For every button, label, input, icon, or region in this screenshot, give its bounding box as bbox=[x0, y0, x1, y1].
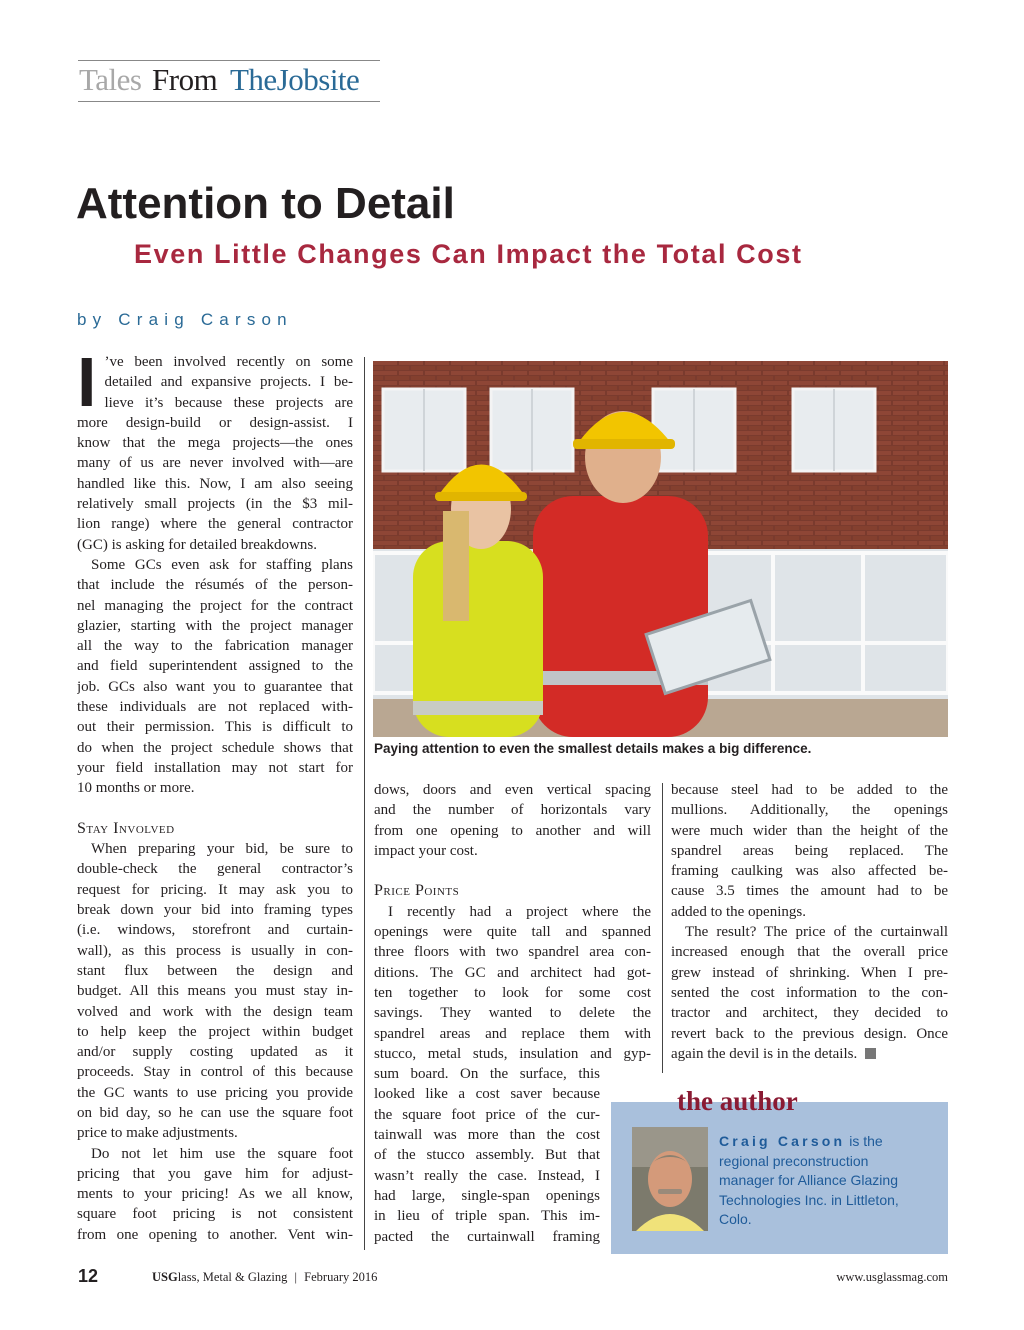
column-2-top bbox=[374, 780, 651, 861]
text-line: 10 months or more. bbox=[77, 780, 195, 797]
text-line: spandrel areas being replaced. The bbox=[671, 842, 948, 859]
article-photo bbox=[373, 361, 948, 737]
column-2 bbox=[374, 780, 651, 1247]
author-photo bbox=[632, 1127, 708, 1231]
text-line: the GC wants to use pricing you provide bbox=[77, 1084, 353, 1101]
text-line: and the number of horizontals vary bbox=[374, 802, 651, 819]
text-line: grew instead of shrinking. When I pre- bbox=[671, 964, 948, 981]
text-line: ten together to look for some cost bbox=[374, 984, 651, 1001]
text-line: job. GCs also want you to guarantee that bbox=[77, 678, 353, 695]
text-line: many of us are never involved with—are bbox=[77, 455, 353, 472]
text-line: When preparing your bid, be sure to bbox=[91, 841, 353, 858]
text-line: do when the project schedule shows that bbox=[77, 739, 353, 756]
text-line: break down your bid into framing types bbox=[77, 902, 353, 919]
text-line: on bid day, so he can use the square foot bbox=[77, 1104, 353, 1121]
text-line: that include the résumés of the person- bbox=[77, 577, 353, 594]
author-name: Craig Carson bbox=[719, 1133, 846, 1149]
masthead bbox=[78, 60, 380, 102]
text-line: wasn’t really the case. Instead, I bbox=[374, 1167, 600, 1184]
footer-date: February 2016 bbox=[304, 1270, 378, 1284]
text-line: these individuals are not replaced with- bbox=[77, 699, 353, 716]
text-line: sented the cost information to the con- bbox=[671, 984, 948, 1001]
text-line: to help keep the project within budget bbox=[77, 1023, 353, 1040]
text-line: and/or supply costing updated as it bbox=[77, 1044, 353, 1061]
text-line: budget. All this means you must stay in- bbox=[77, 983, 353, 1000]
author-bio-line-0: is the bbox=[845, 1133, 883, 1149]
subhead-stay-involved: Stay Involved bbox=[77, 819, 175, 837]
text-line: tractor and architect, they decided to bbox=[671, 1005, 948, 1022]
text-line: of the stucco assembly. But that bbox=[374, 1147, 600, 1164]
text-line: and field superintendent assigned to the bbox=[77, 658, 353, 675]
text-line: savings. They wanted to delete the bbox=[374, 1005, 651, 1022]
footer-separator: | bbox=[294, 1270, 298, 1284]
text-line: looked like a cost saver because bbox=[374, 1086, 600, 1103]
text-line: square foot pricing is not consistent bbox=[77, 1206, 353, 1223]
column-1-body bbox=[77, 839, 353, 1245]
text-line: ’ve been involved recently on some bbox=[104, 354, 353, 370]
text-line: pacted the curtainwall framing bbox=[374, 1228, 600, 1245]
footer-url: www.usglassmag.com bbox=[836, 1270, 948, 1284]
text-line: pricing that you gave him for adjust- bbox=[77, 1165, 353, 1182]
text-line: stant flux between the design and bbox=[77, 962, 353, 979]
column-rule-1 bbox=[364, 357, 365, 1250]
byline: by Craig Carson bbox=[77, 310, 293, 329]
author-bio bbox=[719, 1132, 941, 1230]
text-line: again the devil is in the details. bbox=[671, 1044, 948, 1064]
author-bio-line-1: regional preconstruction bbox=[719, 1152, 869, 1169]
text-line: because steel had to be added to the bbox=[671, 782, 948, 798]
text-line: The result? The price of the curtainwall bbox=[685, 924, 948, 941]
text-line: openings were quite tall and spanned bbox=[374, 924, 651, 941]
column-rule-2 bbox=[662, 783, 663, 1073]
text-line: price to make adjustments. bbox=[77, 1125, 238, 1142]
text-line: tainwall was more than the cost bbox=[374, 1127, 600, 1144]
text-line: in lieu of triple span. This im- bbox=[374, 1208, 600, 1225]
column-2-body bbox=[374, 902, 651, 1247]
text-line: nel managing the project for the contract bbox=[77, 597, 353, 614]
column-1-intro bbox=[77, 343, 353, 799]
text-line: spandrel areas and replace them with bbox=[374, 1025, 651, 1042]
text-line: handled like this. Now, I am also seeing bbox=[77, 475, 353, 492]
text-line: request for pricing. It may ask you to bbox=[77, 881, 353, 898]
text-line: revert back to the previous design. Once bbox=[671, 1025, 948, 1042]
text-line: impact your cost. bbox=[374, 842, 478, 859]
footer-pub-rest: lass, Metal & Glazing bbox=[177, 1270, 288, 1284]
text-line: from one opening to another and will bbox=[374, 822, 651, 839]
text-line: sum board. On the surface, this bbox=[374, 1066, 600, 1083]
column-3-body bbox=[671, 780, 948, 1064]
text-line: relatively small projects (in the $3 mil- bbox=[77, 496, 353, 513]
article-subhead: Even Little Changes Can Impact the Total Cost bbox=[134, 239, 803, 269]
text-line: out their permission. This is difficult to bbox=[77, 719, 353, 736]
text-line: increased enough that the overall price bbox=[671, 944, 948, 961]
text-line: the square foot price of the cur- bbox=[374, 1106, 600, 1123]
text-line: from one opening to another. Vent win- bbox=[77, 1226, 353, 1243]
masthead-thejobsite: TheJobsite bbox=[230, 62, 360, 97]
text-line: lion range) where the general contractor bbox=[77, 516, 353, 533]
text-line: three floors with two spandrel area con- bbox=[374, 944, 651, 961]
text-line: your field installation may not start for bbox=[77, 759, 353, 776]
column-1 bbox=[77, 343, 353, 1245]
text-line: dows, doors and even vertical spacing bbox=[374, 782, 651, 798]
text-line: I recently had a project where the bbox=[388, 903, 651, 920]
text-line: Some GCs even ask for staffing plans bbox=[91, 556, 353, 573]
text-line: know that the mega projects—the ones bbox=[77, 435, 353, 452]
text-line: ditions. The GC and architect had got- bbox=[374, 964, 651, 981]
text-line: (i.e. windows, storefront and curtain- bbox=[77, 922, 353, 939]
text-line: (GC) is asking for detailed breakdowns. bbox=[77, 536, 317, 553]
text-line: more design-build or design-assist. I bbox=[77, 414, 353, 431]
footer-publication bbox=[152, 1268, 377, 1286]
masthead-tales: Tales bbox=[79, 62, 142, 97]
footer-pub-brand: USG bbox=[152, 1270, 178, 1284]
text-line: Do not let him use the square foot bbox=[91, 1145, 353, 1162]
drop-cap: I bbox=[77, 343, 97, 421]
text-line: added to the openings. bbox=[671, 903, 806, 920]
text-line: mullions. Additionally, the openings bbox=[671, 802, 948, 819]
page-number: 12 bbox=[78, 1266, 99, 1286]
text-line: wall), as this process is usually in con- bbox=[77, 942, 353, 959]
subhead-price-points: Price Points bbox=[374, 882, 460, 900]
text-line: detailed and expansive projects. I be- bbox=[104, 374, 353, 391]
text-line: were much wider than the height of the bbox=[671, 822, 948, 839]
text-line: proceeds. Stay in control of this because bbox=[77, 1064, 353, 1081]
author-bio-line-4: Colo. bbox=[719, 1211, 752, 1227]
article-headline: Attention to Detail bbox=[76, 179, 455, 228]
text-line: cause 3.5 times the amount had to be bbox=[671, 883, 948, 900]
text-line: double-check the general contractor’s bbox=[77, 861, 353, 878]
column-3 bbox=[671, 780, 948, 1064]
text-line: framing caulking was also affected be- bbox=[671, 863, 948, 880]
author-bio-line-3: Technologies Inc. in Littleton, bbox=[719, 1191, 899, 1208]
author-bio-line-2: manager for Alliance Glazing bbox=[719, 1172, 898, 1188]
text-line: ments to your pricing! As we all know, bbox=[77, 1186, 353, 1203]
photo-caption: Paying attention to even the smallest details makes a big difference. bbox=[374, 741, 812, 756]
text-line: glazier, starting with the project manager bbox=[77, 617, 353, 634]
text-line: stucco, metal studs, insulation and gyp- bbox=[374, 1045, 651, 1062]
text-line: all the way to the fabrication manager bbox=[77, 638, 353, 655]
author-title: the author bbox=[677, 1086, 798, 1116]
end-mark-icon bbox=[865, 1048, 876, 1059]
text-line: volved and work with the design team bbox=[77, 1003, 353, 1020]
text-line: lieve it’s because these projects are bbox=[104, 394, 353, 411]
text-line: had large, single-span openings bbox=[374, 1187, 600, 1204]
masthead-from: From bbox=[152, 62, 218, 97]
